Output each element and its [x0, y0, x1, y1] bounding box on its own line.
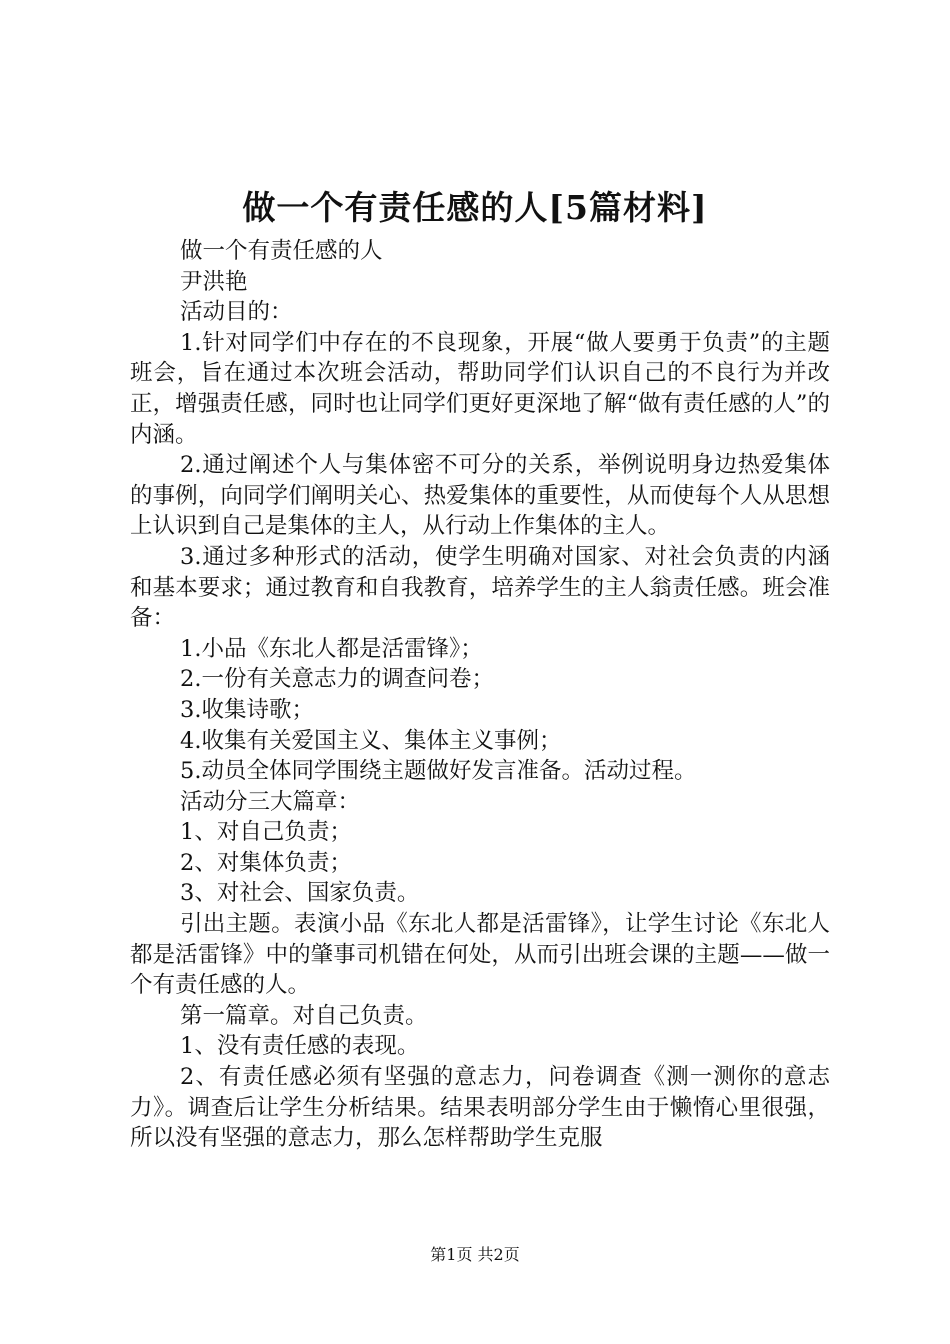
paragraph: 活动目的： — [180, 299, 293, 326]
paragraph: 尹洪艳 — [180, 268, 248, 295]
paragraph: 2、有责任感必须有坚强的意志力，问卷调查《测一测你的意志力》。调查后让学生分析结果。结果表明部分学生由于懒惰心里很强，所以没有坚强的意志力，那么怎样帮助学生克服 — [130, 1064, 830, 1152]
paragraph: 4.收集有关爱国主义、集体主义事例； — [180, 727, 562, 754]
paragraph: 3.收集诗歌； — [180, 696, 314, 723]
paragraph: 3、对社会、国家负责。 — [180, 880, 420, 907]
paragraph: 引出主题。表演小品《东北人都是活雷锋》，让学生讨论《东北人都是活雷锋》中的肇事司机错在何处，从而引出班会课的主题——做一个有责任感的人。 — [130, 911, 830, 999]
paragraph: 1.小品《东北人都是活雷锋》； — [180, 635, 483, 662]
paragraph: 活动分三大篇章： — [180, 788, 361, 815]
paragraph: 2.一份有关意志力的调查问卷； — [180, 666, 494, 693]
paragraph: 做一个有责任感的人 — [180, 238, 383, 264]
paragraph: 2、对集体负责； — [180, 849, 352, 876]
document-title: 做一个有责任感的人[5篇材料] — [242, 188, 708, 227]
paragraph: 5.动员全体同学围绕主题做好发言准备。活动过程。 — [180, 758, 697, 785]
paragraph: 第一篇章。对自己负责。 — [180, 1002, 428, 1029]
paragraph: 3.通过多种形式的活动，使学生明确对国家、对社会负责的内涵和基本要求；通过教育和自我教育，培养学生的主人翁责任感。班会准备： — [130, 543, 830, 632]
paragraph: 1、对自己负责； — [180, 819, 352, 846]
paragraph: 1.针对同学们中存在的不良现象，开展“做人要勇于负责”的主题班会，旨在通过本次班会活动，帮助同学们认识自己的不良行为并改正，增强责任感，同时也让同学们更好更深地了解“做有责任感的人”的内涵。 — [130, 329, 830, 448]
document-body — [130, 236, 830, 1154]
paragraph: 1、没有责任感的表现。 — [180, 1033, 420, 1060]
paragraph: 2.通过阐述个人与集体密不可分的关系，举例说明身边热爱集体的事例，向同学们阐明关心、热爱集体的重要性，从而使每个人从思想上认识到自己是集体的主人，从行动上作集体的主人。 — [130, 452, 830, 540]
page-footer: 第1页 共2页 — [430, 1245, 520, 1264]
